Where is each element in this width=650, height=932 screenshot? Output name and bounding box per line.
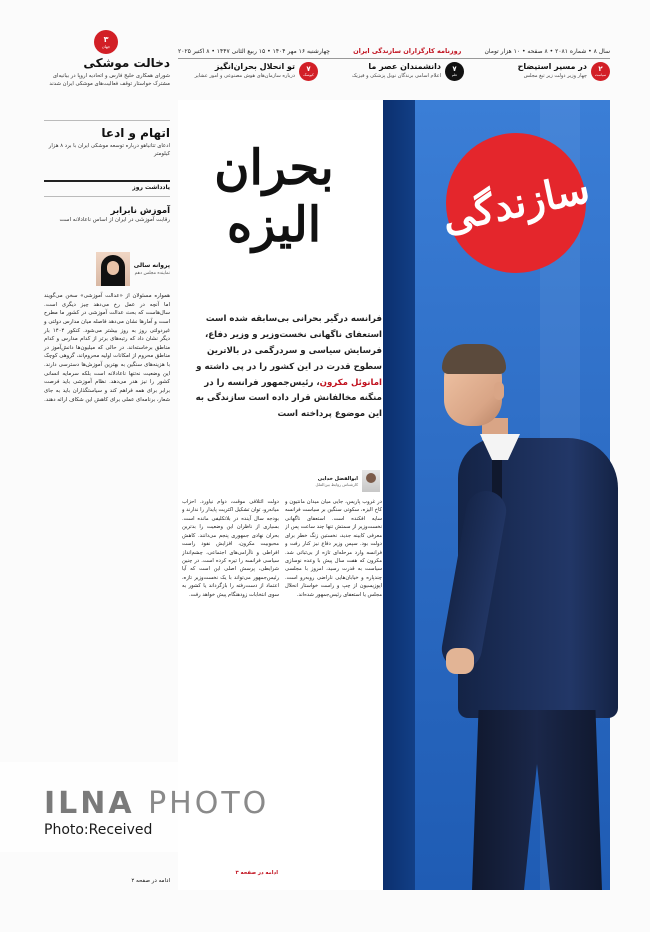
page-badge: ۷ علم [445,62,464,81]
issue-date: چهارشنبه ۱۶ مهر ۱۴۰۴ • ۱۵ ربیع الثانی ۱۴۴۷ • ۸ اکتبر ۲۰۲۵ [178,47,331,55]
side-story[interactable] [44,56,170,88]
body-column: در غروب پاریس، جایی میان میدان مانتیون و کاخ الیزه، سکوتی سنگین بر سیاست فرانسه سایه افکنده است. استعفای ناگهانی نخست‌وزیر از سمتش تنها چند ساعت پس از معرفی کابینه جدید، نخستین زنگ خطر برای دولت بود. سپس وزیر دفاع نیز کنار رفت و فرانسه وارد مرحله‌ای تازه از بی‌ثباتی شد. مکرون که هفت سال پیش با وعده نوسازی سیاست به قدرت رسید، امروز با مجلسی چندپاره و خیابان‌هایی ناراضی روبه‌رو است. اپوزیسیون از چپ و راست خواستار انحلال مجلس یا استعفای رئیس‌جمهور شده‌اند. [285,499,382,598]
column-title: آموزش نابرابر [110,206,170,216]
side-story-text: ادعای تتانیاهو درباره توسعه موشکی ایران با برد ۸ هزار کیلومتر [48,142,170,157]
highlighted-name: امانوئل مکرون [319,377,382,388]
lead-headline: بحران الیزه [214,140,334,253]
teaser-subtitle: چهار وزیر دولت زیر تیغ مجلس [523,73,587,79]
side-story-title: اتهام و ادعا [101,126,170,140]
divider [44,196,170,197]
teaser-item[interactable] [470,62,610,92]
teaser-title: تو انحلال بحران‌انگیز [214,62,295,71]
masthead-divider [178,58,610,59]
body-column: دولت ائتلافی موقت، دوام نیاورد. احزاب میانه‌رو، توان تشکیل اکثریت پایدار را ندارند و بودجه سال آینده در بلاتکلیفی مانده است. بسیاری از ناظران این وضعیت را بدترین بحران نهادی جمهوری پنجم می‌دانند. کاهش محبوبیت مکرون، افزایش نفوذ راست افراطی و ناآرامی‌های اجتماعی، چشم‌انداز سیاسی فرانسه را تیره کرده است. در چنین شرایطی، پرسش اصلی این است که آیا رئیس‌جمهور می‌تواند با یک نخست‌وزیر تازه، اعتماد از دست‌رفته را بازگرداند یا کشور به سوی انتخابات زودهنگام پیش خواهد رفت. [182,499,279,598]
byline [182,470,380,492]
byline-photo [362,470,380,492]
side-story[interactable] [44,126,170,158]
macron-figure [410,340,620,890]
teaser-title: دانشمندان عصر ما [368,62,441,71]
teaser-subtitle: اعلام اسامی برندگان نوبل پزشکی و فیزیک [351,73,441,79]
byline-name: ابوالفضل خدایی [317,475,358,482]
publisher-name: روزنامه کارگزاران سازندگی ایران [353,47,462,55]
masthead-meta [178,44,610,58]
column-header [44,184,170,191]
continued-link[interactable]: ادامه در صفحه ۲ [131,878,170,884]
section-tag: یادداشت روز [132,184,170,191]
lead-paragraph: فرانسه درگیر بحرانی بی‌سابقه شده است استعفای ناگهانی نخست‌وزیر و وزیر دفاع، فرسایش سیاسی و سردرگمی در بالاترین سطوح قدرت در این کشور را در پی داشته و امانوئل مکرون، رئیس‌جمهور فرانسه را در منگنه مخالفانش قرار داده است سازندگی به این موضوع پرداخته است [195,314,382,420]
watermark-brand: ILNA PHOTO [44,786,270,821]
author-name: پروانه سالی [133,261,170,269]
column-body: همواره مسئولان از «عدالت آموزشی» سخن می‌گویند اما آنچه در عمل رخ می‌دهد چیز دیگری است. سال‌هاست که بحث عدالت آموزشی در کشور ما مطرح است و آمارها نشان می‌دهد فاصله میان مدارس دولتی و غیردولتی روز به روز بیشتر می‌شود. کنکور ۱۴۰۴ بار دیگر نشان داد که رتبه‌های برتر از کدام مدارس و کدام مناطق برخاسته‌اند. در حالی که میلیون‌ها دانش‌آموز در مناطق محروم از امکانات اولیه محروم‌اند، گروهی کوچک با هزینه‌های سنگین به بهترین آموزش‌ها دسترسی دارند. این وضعیت نه‌تنها ناعادلانه است بلکه سرمایه انسانی کشور را نیز هدر می‌دهد. نظام آموزشی باید فرصت برابر برای همه فراهم کند و سیاستگذاران باید به جای شعار، برنامه‌ای عملی برای کاهش این شکاف ارائه دهند. [44,293,170,403]
page-badge: ۷ کیوسک [299,62,318,81]
divider [44,120,170,121]
teaser-item[interactable] [178,62,318,92]
author-photo [96,252,130,286]
teaser-subtitle: درباره سازمان‌های هوش مصنوعی و امور عشایر [194,73,295,79]
photo-credit: Photo:Received [44,822,153,838]
left-column [44,30,170,890]
byline-role: کارشناس روابط بین‌الملل [315,481,358,487]
continued-link[interactable]: ادامه در صفحه ۳ [235,870,278,876]
side-story-text: شورای همکاری خلیج فارس و اتحادیه اروپا در بیانیه‌ای مشترک خواستار توقف فعالیت‌های موشکی ایران شدند [49,72,170,87]
divider [44,180,170,182]
page-badge: ۳ جهان [94,30,118,54]
teaser-item[interactable] [324,62,464,92]
page-badge: ۲ سیاست [591,62,610,81]
teaser-strip [178,62,610,92]
teaser-title: در مسیر استیضاح [517,62,587,71]
issue-info: سال ۸ • شماره ۲۰۸۱ • ۸ صفحه • ۱۰ هزار تومان [484,47,610,55]
logo-wordmark: سازندگی [437,164,595,242]
side-story-title: دخالت موشکی [83,56,170,70]
column-subtitle: رقابت آموزشی در ایران از اساس ناعادلانه است [59,217,170,223]
author-box [44,252,170,286]
author-role: نماینده مجلس دهم [134,270,170,276]
sazandegi-logo [437,133,595,273]
opinion-column[interactable] [44,206,170,224]
